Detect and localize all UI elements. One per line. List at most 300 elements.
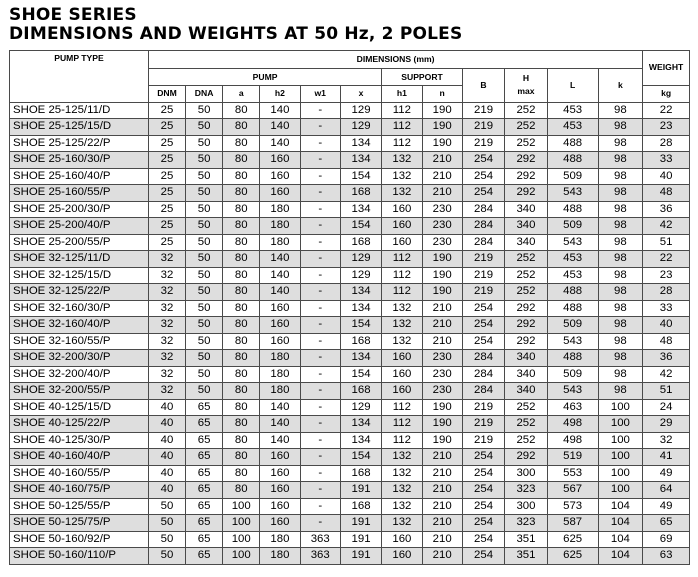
cell-dna: 65	[186, 548, 223, 565]
table-row	[10, 498, 690, 515]
cell-dnm: 32	[148, 284, 185, 301]
cell-l: 488	[547, 300, 598, 317]
cell-a: 80	[223, 366, 260, 383]
header-b: B	[462, 69, 504, 103]
cell-dna: 50	[186, 300, 223, 317]
cell-h2: 180	[260, 366, 300, 383]
header-dna: DNA	[186, 85, 223, 102]
cell-h1: 132	[382, 449, 422, 466]
header-weight: WEIGHT	[643, 51, 690, 86]
cell-w1: -	[300, 284, 340, 301]
table-row	[10, 102, 690, 119]
cell-h1: 160	[382, 234, 422, 251]
header-pump-type: PUMP TYPE	[10, 51, 149, 103]
cell-weight: 48	[643, 185, 690, 202]
cell-dnm: 25	[148, 168, 185, 185]
cell-w1: -	[300, 399, 340, 416]
cell-n: 190	[422, 102, 462, 119]
cell-x: 134	[340, 135, 381, 152]
cell-k: 98	[598, 234, 643, 251]
cell-dna: 50	[186, 366, 223, 383]
cell-weight: 51	[643, 383, 690, 400]
cell-a: 80	[223, 399, 260, 416]
header-kg: kg	[643, 85, 690, 102]
cell-h2: 140	[260, 251, 300, 268]
cell-h1: 112	[382, 119, 422, 136]
cell-h: 340	[505, 383, 547, 400]
cell-dnm: 25	[148, 218, 185, 235]
cell-n: 190	[422, 432, 462, 449]
cell-b: 254	[462, 449, 504, 466]
cell-x: 129	[340, 251, 381, 268]
cell-weight: 41	[643, 449, 690, 466]
cell-n: 190	[422, 119, 462, 136]
cell-dnm: 32	[148, 267, 185, 284]
cell-dna: 65	[186, 399, 223, 416]
cell-a: 80	[223, 218, 260, 235]
cell-h1: 112	[382, 102, 422, 119]
cell-weight: 64	[643, 482, 690, 499]
cell-l: 463	[547, 399, 598, 416]
cell-a: 80	[223, 201, 260, 218]
cell-h: 340	[505, 366, 547, 383]
cell-n: 210	[422, 531, 462, 548]
cell-w1: -	[300, 300, 340, 317]
cell-n: 210	[422, 498, 462, 515]
cell-k: 104	[598, 515, 643, 532]
cell-pump-type: SHOE 25-200/30/P	[10, 201, 149, 218]
cell-b: 219	[462, 432, 504, 449]
table-row	[10, 284, 690, 301]
cell-h2: 180	[260, 383, 300, 400]
cell-h1: 112	[382, 284, 422, 301]
header-dnm: DNM	[148, 85, 185, 102]
table-row	[10, 251, 690, 268]
cell-a: 80	[223, 449, 260, 466]
cell-h1: 160	[382, 531, 422, 548]
cell-h: 323	[505, 515, 547, 532]
cell-a: 80	[223, 251, 260, 268]
header-a: a	[223, 85, 260, 102]
cell-pump-type: SHOE 25-160/40/P	[10, 168, 149, 185]
cell-l: 567	[547, 482, 598, 499]
cell-l: 498	[547, 416, 598, 433]
cell-weight: 24	[643, 399, 690, 416]
cell-weight: 28	[643, 284, 690, 301]
header-h-label: H	[522, 73, 530, 84]
cell-x: 168	[340, 465, 381, 482]
cell-n: 190	[422, 135, 462, 152]
cell-dnm: 25	[148, 201, 185, 218]
cell-w1: -	[300, 267, 340, 284]
cell-weight: 22	[643, 251, 690, 268]
cell-l: 543	[547, 333, 598, 350]
cell-h2: 140	[260, 399, 300, 416]
page-title: SHOE SERIES	[9, 5, 137, 25]
cell-pump-type: SHOE 32-200/55/P	[10, 383, 149, 400]
cell-pump-type: SHOE 40-125/30/P	[10, 432, 149, 449]
cell-n: 210	[422, 185, 462, 202]
cell-h2: 180	[260, 531, 300, 548]
cell-w1: 363	[300, 531, 340, 548]
cell-b: 254	[462, 498, 504, 515]
table-row	[10, 548, 690, 565]
cell-n: 190	[422, 416, 462, 433]
table-row	[10, 350, 690, 367]
cell-h2: 160	[260, 482, 300, 499]
cell-pump-type: SHOE 25-125/15/D	[10, 119, 149, 136]
cell-x: 168	[340, 234, 381, 251]
cell-l: 587	[547, 515, 598, 532]
cell-n: 230	[422, 383, 462, 400]
cell-dnm: 50	[148, 531, 185, 548]
dimensions-table	[9, 50, 690, 565]
cell-l: 488	[547, 152, 598, 169]
cell-h: 351	[505, 548, 547, 565]
cell-dnm: 32	[148, 251, 185, 268]
cell-x: 168	[340, 185, 381, 202]
cell-dna: 50	[186, 168, 223, 185]
cell-k: 98	[598, 119, 643, 136]
cell-a: 80	[223, 152, 260, 169]
cell-weight: 42	[643, 366, 690, 383]
cell-h2: 180	[260, 218, 300, 235]
cell-h2: 140	[260, 119, 300, 136]
cell-w1: -	[300, 218, 340, 235]
cell-pump-type: SHOE 25-125/22/P	[10, 135, 149, 152]
cell-h: 340	[505, 350, 547, 367]
cell-dnm: 40	[148, 416, 185, 433]
cell-h1: 160	[382, 350, 422, 367]
cell-b: 254	[462, 300, 504, 317]
cell-h1: 132	[382, 498, 422, 515]
header-h2: h2	[260, 85, 300, 102]
cell-h: 351	[505, 531, 547, 548]
cell-pump-type: SHOE 25-160/55/P	[10, 185, 149, 202]
cell-dnm: 50	[148, 515, 185, 532]
cell-weight: 49	[643, 465, 690, 482]
cell-x: 134	[340, 300, 381, 317]
cell-pump-type: SHOE 32-160/30/P	[10, 300, 149, 317]
cell-h1: 132	[382, 515, 422, 532]
cell-b: 284	[462, 234, 504, 251]
cell-x: 129	[340, 267, 381, 284]
cell-pump-type: SHOE 40-160/75/P	[10, 482, 149, 499]
cell-w1: -	[300, 251, 340, 268]
header-x: x	[340, 85, 381, 102]
cell-a: 80	[223, 383, 260, 400]
cell-x: 129	[340, 102, 381, 119]
cell-k: 98	[598, 251, 643, 268]
cell-weight: 29	[643, 416, 690, 433]
cell-b: 254	[462, 185, 504, 202]
cell-h2: 160	[260, 152, 300, 169]
cell-n: 210	[422, 515, 462, 532]
cell-dna: 50	[186, 251, 223, 268]
cell-x: 134	[340, 284, 381, 301]
cell-l: 543	[547, 234, 598, 251]
cell-h1: 132	[382, 152, 422, 169]
table-row	[10, 218, 690, 235]
cell-h: 252	[505, 119, 547, 136]
cell-k: 98	[598, 152, 643, 169]
cell-weight: 65	[643, 515, 690, 532]
table-header	[10, 51, 690, 103]
cell-h1: 112	[382, 416, 422, 433]
table-row	[10, 465, 690, 482]
cell-l: 509	[547, 317, 598, 334]
cell-dnm: 25	[148, 234, 185, 251]
cell-k: 100	[598, 399, 643, 416]
cell-h2: 180	[260, 234, 300, 251]
cell-h1: 132	[382, 300, 422, 317]
cell-x: 129	[340, 399, 381, 416]
cell-n: 190	[422, 284, 462, 301]
cell-a: 80	[223, 234, 260, 251]
cell-a: 80	[223, 333, 260, 350]
cell-h2: 140	[260, 267, 300, 284]
cell-k: 100	[598, 449, 643, 466]
cell-x: 154	[340, 366, 381, 383]
cell-x: 191	[340, 482, 381, 499]
cell-h1: 132	[382, 465, 422, 482]
cell-pump-type: SHOE 32-200/30/P	[10, 350, 149, 367]
cell-weight: 36	[643, 201, 690, 218]
cell-b: 284	[462, 366, 504, 383]
cell-k: 98	[598, 350, 643, 367]
cell-dnm: 25	[148, 152, 185, 169]
cell-h: 340	[505, 218, 547, 235]
cell-pump-type: SHOE 50-125/55/P	[10, 498, 149, 515]
table-row	[10, 515, 690, 532]
cell-dna: 50	[186, 350, 223, 367]
cell-h: 323	[505, 482, 547, 499]
cell-b: 284	[462, 350, 504, 367]
cell-k: 98	[598, 102, 643, 119]
cell-x: 154	[340, 317, 381, 334]
cell-h1: 112	[382, 432, 422, 449]
cell-pump-type: SHOE 32-125/11/D	[10, 251, 149, 268]
cell-dna: 65	[186, 498, 223, 515]
cell-weight: 51	[643, 234, 690, 251]
cell-x: 154	[340, 449, 381, 466]
cell-k: 98	[598, 267, 643, 284]
cell-b: 284	[462, 218, 504, 235]
cell-w1: -	[300, 515, 340, 532]
cell-w1: -	[300, 350, 340, 367]
cell-k: 100	[598, 465, 643, 482]
cell-l: 509	[547, 168, 598, 185]
cell-h: 252	[505, 267, 547, 284]
cell-dna: 65	[186, 515, 223, 532]
cell-dnm: 40	[148, 399, 185, 416]
cell-h1: 132	[382, 317, 422, 334]
cell-dnm: 32	[148, 350, 185, 367]
cell-n: 210	[422, 548, 462, 565]
cell-dnm: 32	[148, 366, 185, 383]
cell-l: 625	[547, 531, 598, 548]
cell-k: 98	[598, 168, 643, 185]
cell-b: 254	[462, 482, 504, 499]
cell-l: 488	[547, 284, 598, 301]
cell-l: 453	[547, 251, 598, 268]
cell-b: 219	[462, 135, 504, 152]
cell-a: 80	[223, 416, 260, 433]
cell-dnm: 50	[148, 548, 185, 565]
cell-a: 80	[223, 168, 260, 185]
cell-k: 98	[598, 218, 643, 235]
table-row	[10, 267, 690, 284]
table-row	[10, 399, 690, 416]
header-h-max: max	[517, 86, 535, 97]
cell-h: 300	[505, 498, 547, 515]
cell-h1: 160	[382, 366, 422, 383]
cell-l: 625	[547, 548, 598, 565]
cell-w1: -	[300, 498, 340, 515]
cell-h2: 160	[260, 515, 300, 532]
cell-w1: -	[300, 482, 340, 499]
cell-b: 219	[462, 102, 504, 119]
cell-b: 219	[462, 251, 504, 268]
cell-h: 252	[505, 135, 547, 152]
cell-n: 210	[422, 333, 462, 350]
cell-b: 254	[462, 465, 504, 482]
cell-h: 292	[505, 333, 547, 350]
cell-b: 254	[462, 317, 504, 334]
cell-a: 80	[223, 317, 260, 334]
cell-l: 488	[547, 135, 598, 152]
cell-b: 284	[462, 201, 504, 218]
cell-weight: 69	[643, 531, 690, 548]
cell-l: 498	[547, 432, 598, 449]
cell-l: 553	[547, 465, 598, 482]
header-dimensions: DIMENSIONS (mm)	[148, 51, 642, 69]
header-pump: PUMP	[148, 69, 381, 86]
cell-h1: 160	[382, 201, 422, 218]
cell-a: 80	[223, 350, 260, 367]
cell-w1: -	[300, 366, 340, 383]
cell-h: 292	[505, 300, 547, 317]
cell-k: 104	[598, 548, 643, 565]
cell-h2: 160	[260, 449, 300, 466]
table-row	[10, 416, 690, 433]
cell-w1: -	[300, 432, 340, 449]
cell-w1: -	[300, 168, 340, 185]
table-row	[10, 300, 690, 317]
cell-h: 292	[505, 449, 547, 466]
cell-pump-type: SHOE 25-200/40/P	[10, 218, 149, 235]
cell-h1: 112	[382, 135, 422, 152]
cell-b: 254	[462, 531, 504, 548]
cell-k: 98	[598, 185, 643, 202]
table-row	[10, 383, 690, 400]
cell-pump-type: SHOE 50-125/75/P	[10, 515, 149, 532]
cell-w1: -	[300, 449, 340, 466]
table-row	[10, 333, 690, 350]
cell-l: 509	[547, 218, 598, 235]
cell-dna: 50	[186, 135, 223, 152]
cell-b: 254	[462, 333, 504, 350]
cell-n: 210	[422, 152, 462, 169]
cell-weight: 40	[643, 317, 690, 334]
cell-a: 80	[223, 119, 260, 136]
page-subtitle: DIMENSIONS AND WEIGHTS AT 50 Hz, 2 POLES	[9, 24, 463, 44]
cell-k: 100	[598, 482, 643, 499]
cell-weight: 23	[643, 267, 690, 284]
cell-k: 98	[598, 333, 643, 350]
cell-dnm: 40	[148, 482, 185, 499]
cell-w1: -	[300, 465, 340, 482]
cell-x: 134	[340, 350, 381, 367]
cell-dna: 50	[186, 333, 223, 350]
cell-dnm: 40	[148, 432, 185, 449]
header-l: L	[547, 69, 598, 103]
cell-dnm: 32	[148, 383, 185, 400]
header-h1: h1	[382, 85, 422, 102]
cell-dna: 65	[186, 449, 223, 466]
cell-dna: 50	[186, 119, 223, 136]
cell-h1: 160	[382, 218, 422, 235]
cell-pump-type: SHOE 32-200/40/P	[10, 366, 149, 383]
cell-l: 543	[547, 383, 598, 400]
cell-h: 252	[505, 102, 547, 119]
cell-dna: 50	[186, 201, 223, 218]
cell-h: 340	[505, 201, 547, 218]
cell-dna: 50	[186, 383, 223, 400]
cell-weight: 36	[643, 350, 690, 367]
cell-n: 210	[422, 465, 462, 482]
cell-dnm: 32	[148, 333, 185, 350]
cell-x: 168	[340, 383, 381, 400]
cell-h1: 112	[382, 251, 422, 268]
cell-k: 100	[598, 416, 643, 433]
cell-n: 230	[422, 218, 462, 235]
cell-a: 80	[223, 102, 260, 119]
cell-weight: 33	[643, 300, 690, 317]
cell-b: 219	[462, 399, 504, 416]
cell-w1: -	[300, 201, 340, 218]
cell-h: 292	[505, 168, 547, 185]
cell-pump-type: SHOE 40-160/40/P	[10, 449, 149, 466]
cell-a: 100	[223, 515, 260, 532]
table-row	[10, 201, 690, 218]
cell-pump-type: SHOE 50-160/110/P	[10, 548, 149, 565]
cell-l: 543	[547, 185, 598, 202]
cell-a: 80	[223, 300, 260, 317]
cell-pump-type: SHOE 40-125/15/D	[10, 399, 149, 416]
header-support: SUPPORT	[382, 69, 463, 86]
cell-h: 292	[505, 317, 547, 334]
cell-h: 300	[505, 465, 547, 482]
cell-w1: 363	[300, 548, 340, 565]
cell-weight: 42	[643, 218, 690, 235]
cell-x: 134	[340, 416, 381, 433]
cell-l: 488	[547, 350, 598, 367]
cell-pump-type: SHOE 32-160/40/P	[10, 317, 149, 334]
cell-weight: 23	[643, 119, 690, 136]
cell-dnm: 32	[148, 317, 185, 334]
cell-k: 100	[598, 432, 643, 449]
table-row	[10, 185, 690, 202]
table-row	[10, 449, 690, 466]
table-body	[10, 102, 690, 564]
cell-w1: -	[300, 152, 340, 169]
cell-l: 509	[547, 366, 598, 383]
cell-h2: 140	[260, 102, 300, 119]
cell-h1: 132	[382, 333, 422, 350]
cell-n: 190	[422, 267, 462, 284]
cell-h2: 160	[260, 300, 300, 317]
